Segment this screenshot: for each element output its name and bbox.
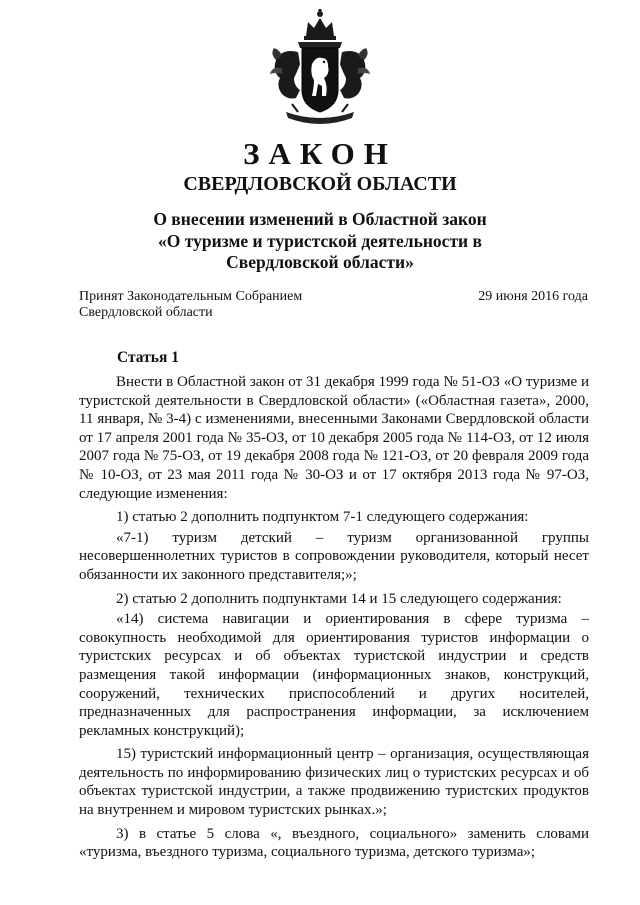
coat-of-arms-sverdlovsk-icon xyxy=(268,8,372,130)
article-paragraph: 3) в статье 5 слова «, въездного, социального» заменить словами «туризма, въездного туризма, социального туризма, детского туризма»; xyxy=(79,825,589,861)
law-subject-line: О внесении изменений в Областной закон xyxy=(153,209,487,229)
law-subject-line: «О туризме и туристской деятельности в xyxy=(158,230,482,251)
article-paragraph: 2) статью 2 дополнить подпунктами 14 и 15 следующего содержания: xyxy=(116,590,562,607)
article-paragraph: Внести в Областной закон от 31 декабря 1999 года № 51-ОЗ «О туризме и туристской деятельности в Свердловской области» («Областная газета», 2000, 11 января, № 3-4) с изменениями, внесенными Законами Свердловской области от 17 апреля 2001 года № 35-ОЗ, от 10 декабря 2005 года № 114-ОЗ, от 12 июля 2007 года № 75-ОЗ, от 19 декабря 2008 года № 121-ОЗ, от 20 февраля 2009 года № 10-ОЗ, от 23 мая 2011 года № 30-ОЗ и от 17 октября 2013 года № 97-ОЗ, следующие изменения: xyxy=(79,374,589,502)
article-heading: Статья 1 xyxy=(117,349,179,366)
adoption-date: 29 июня 2016 года xyxy=(478,289,588,304)
law-subject-line: Свердловской области» xyxy=(226,252,414,272)
document-issuer: СВЕРДЛОВСКОЙ ОБЛАСТИ xyxy=(183,173,457,195)
article-paragraph: «7-1) туризм детский – туризм организованной группы несовершеннолетних туристов в сопровождении руководителя, который несет обязанности их законного представителя;»; xyxy=(79,529,589,583)
adoption-note xyxy=(79,289,302,321)
article-paragraph: 15) туристский информационный центр – организация, осуществляющая деятельность по информированию физических лиц о туристских ресурсах и об объектах туристской индустрии, а также продвижению туристских продуктов на внутреннем и мировом туристских рынках.»; xyxy=(79,746,589,819)
document-title: ЗАКОН xyxy=(243,136,397,171)
article-paragraph: 1) статью 2 дополнить подпунктом 7-1 следующего содержания: xyxy=(116,509,529,526)
law-subject xyxy=(120,209,520,274)
adoption-line: Принят Законодательным Собранием xyxy=(79,289,303,304)
article-paragraph: «14) система навигации и ориентирования в сфере туризма – совокупность необходимой для ориентирования туристов информации о туристских ресурсах и об объектах туристской индустрии и средств размещения такой информации (информационных знаков, конструкций, сооружений, технических приспособлений и других носителей, предназначенных для распространения информации, за исключением рекламных конструкций); xyxy=(79,611,589,739)
article-body xyxy=(79,373,589,867)
adoption-line: Свердловской области xyxy=(79,305,213,320)
